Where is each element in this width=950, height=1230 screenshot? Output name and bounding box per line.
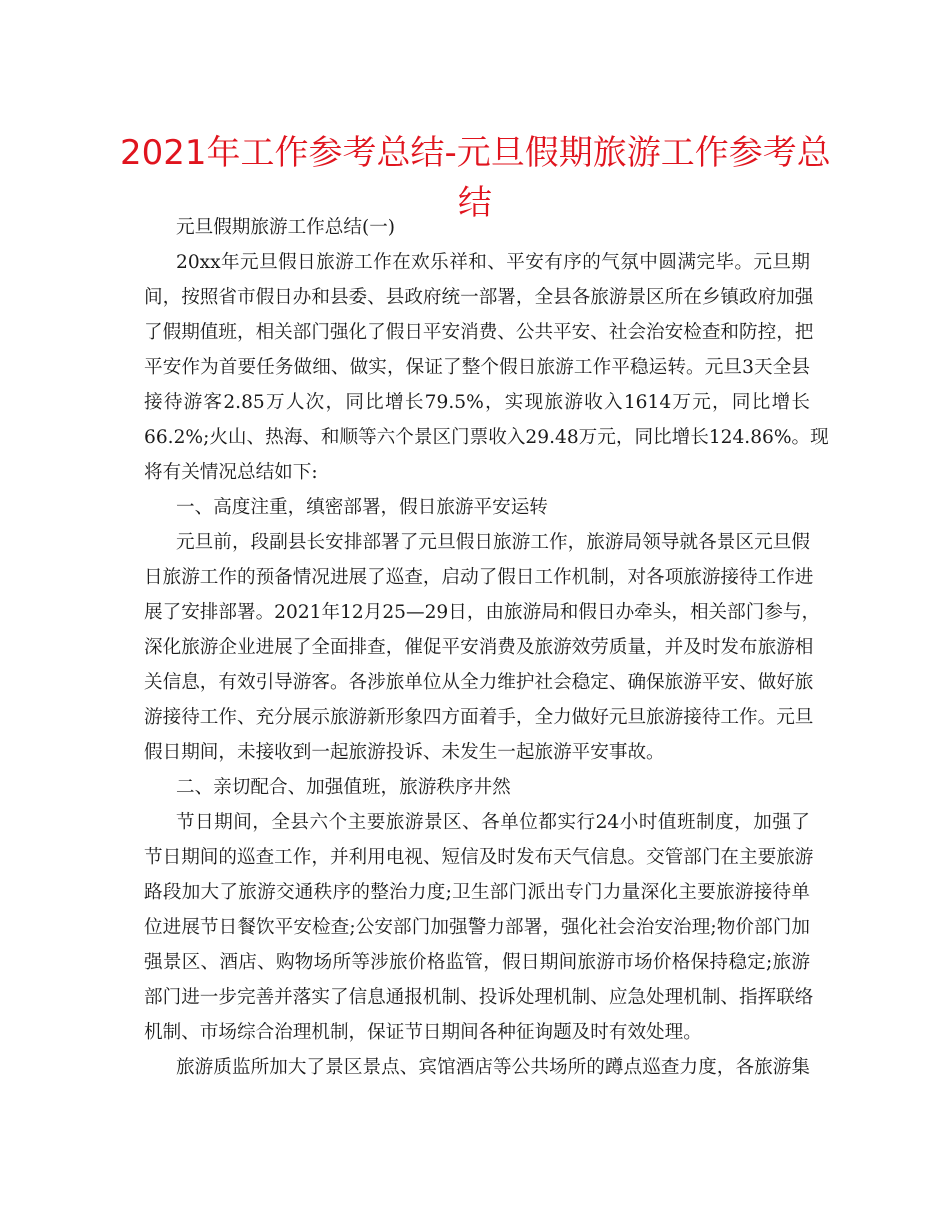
section-heading-one: 元旦假期旅游工作总结(一) xyxy=(176,217,396,238)
paragraph-line: 路段加大了旅游交通秩序的整治力度;卫生部门派出专门力量深化主要旅游接待单 xyxy=(144,882,810,903)
paragraph-line: 展了安排部署。2021年12月25—29日，由旅游局和假日办牵头，相关部门参与， xyxy=(144,602,821,623)
paragraph-line: 将有关情况总结如下: xyxy=(144,462,318,483)
section-heading: 一、高度注重，缜密部署，假日旅游平安运转 xyxy=(176,497,548,518)
section-heading: 二、亲切配合、加强值班，旅游秩序井然 xyxy=(176,777,511,798)
paragraph-line: 元旦前，段副县长安排部署了元旦假日旅游工作，旅游局领导就各景区元旦假 xyxy=(176,532,810,553)
paragraph-line: 日旅游工作的预备情况进展了巡查，启动了假日工作机制，对各项旅游接待工作进 xyxy=(144,567,814,588)
title-line-2: 结 xyxy=(458,183,492,223)
paragraph-line: 关信息，有效引导游客。各涉旅单位从全力维护社会稳定、确保旅游平安、做好旅 xyxy=(144,672,814,693)
paragraph-line: 了假期值班，相关部门强化了假日平安消费、公共平安、社会治安检查和防控，把 xyxy=(144,322,814,343)
paragraph-line: 节日期间，全县六个主要旅游景区、各单位都实行24小时值班制度，加强了 xyxy=(176,812,810,833)
paragraph-line: 强景区、酒店、购物场所等涉旅价格监管，假日期间旅游市场价格保持稳定;旅游 xyxy=(144,952,810,973)
paragraph-line: 20xx年元旦假日旅游工作在欢乐祥和、平安有序的气氛中圆满完毕。元旦期 xyxy=(176,252,810,273)
paragraph-line: 假日期间，未接收到一起旅游投诉、未发生一起旅游平安事故。 xyxy=(144,742,665,763)
document-title xyxy=(120,128,830,228)
paragraph-line: 间，按照省市假日办和县委、县政府统一部署，全县各旅游景区所在乡镇政府加强 xyxy=(144,287,814,308)
paragraph-line: 部门进一步完善并落实了信息通报机制、投诉处理机制、应急处理机制、指挥联络 xyxy=(144,987,814,1008)
paragraph-line: 游接待工作、充分展示旅游新形象四方面着手，全力做好元旦旅游接待工作。元旦 xyxy=(144,707,814,728)
paragraph-line: 机制、市场综合治理机制，保证节日期间各种征询题及时有效处理。 xyxy=(144,1022,702,1043)
paragraph-line: 深化旅游企业进展了全面排查，催促平安消费及旅游效劳质量，并及时发布旅游相 xyxy=(144,637,814,658)
title-line-1: 2021年工作参考总结-元旦假期旅游工作参考总 xyxy=(120,133,831,173)
paragraph-line: 位进展节日餐饮平安检查;公安部门加强警力部署，强化社会治安治理;物价部门加 xyxy=(144,917,810,938)
paragraph-line: 旅游质监所加大了景区景点、宾馆酒店等公共场所的蹲点巡查力度，各旅游集 xyxy=(176,1057,810,1078)
paragraph-line: 66.2%;火山、热海、和顺等六个景区门票收入29.48万元，同比增长124.86%。现 xyxy=(144,427,829,448)
paragraph-line: 平安作为首要任务做细、做实，保证了整个假日旅游工作平稳运转。元旦3天全县 xyxy=(144,357,810,378)
paragraph-line: 接待游客2.85万人次，同比增长79.5%，实现旅游收入1614万元，同比增长 xyxy=(144,392,810,413)
paragraph-line: 节日期间的巡查工作，并利用电视、短信及时发布天气信息。交管部门在主要旅游 xyxy=(144,847,814,868)
